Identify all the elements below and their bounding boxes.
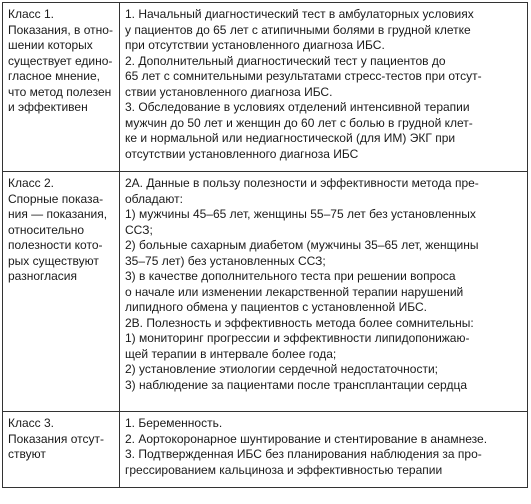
description-text-line: 2A. Данные в пользу полезности и эффективности метода пре- xyxy=(125,176,479,190)
description-text-line: 2) установление этиологии сердечной недостаточности; xyxy=(125,362,438,376)
description-text-line: о начале или изменении лекарственной терапии нарушений xyxy=(125,284,464,299)
class-text-line: полезности кото- xyxy=(8,238,103,252)
class-text-line: Показания отсут- xyxy=(8,431,104,446)
description-text-line: 2. Аортокоронарное шунтирование и стентирование в анамнезе. xyxy=(125,431,488,446)
description-text-line: 2B. Полезность и эффективность метода более сомнительны: xyxy=(125,315,474,330)
description-text-line: ССЗ; xyxy=(125,222,153,237)
description-text-line: ке и нормальной или недиагностической (для ИМ) ЭКГ при xyxy=(125,131,456,145)
description-text-line: отсутствии установленного диагноза ИБС xyxy=(125,146,359,161)
class-text-line: Показания, в отно- xyxy=(8,22,113,37)
class-cell xyxy=(3,172,120,412)
class-text-line: Класс 3. xyxy=(8,416,55,430)
description-text-line: 3) наблюдение за пациентами после трансплантации сердца xyxy=(125,377,467,392)
description-cell xyxy=(120,172,528,412)
description-text-line: 1) мужчины 45–65 лет, женщины 55–75 лет без установленных xyxy=(125,207,476,221)
description-text-line: 1. Беременность. xyxy=(125,416,223,430)
table-row xyxy=(3,3,528,172)
description-cell xyxy=(120,412,528,488)
class-text-line: существует едино- xyxy=(8,53,113,68)
description-text-line: 2. Дополнительный диагностический тест у пациентов до xyxy=(125,53,446,68)
class-text-line: гласное мнение, xyxy=(8,69,100,83)
description-text-line: 3. Обследование в условиях отделений интенсивной терапии xyxy=(125,100,470,114)
class-text-line: разногласия xyxy=(8,269,78,283)
class-text-line: и эффективен xyxy=(8,100,88,114)
class-text-line: шении которых xyxy=(8,38,93,52)
description-text-line: щей терапии в интервале более года; xyxy=(125,346,337,361)
class-text-line: ствуют xyxy=(8,447,46,461)
class-text-line: ния — показания, xyxy=(8,207,108,221)
description-cell xyxy=(120,3,528,172)
description-text-line: грессированием кальциноза и эффективностью терапии xyxy=(125,462,443,477)
description-text-line: 3) в качестве дополнительного теста при решении вопроса xyxy=(125,269,456,283)
description-text-line: мужчин до 50 лет и женщин до 60 лет с болью в грудной клет- xyxy=(125,115,473,130)
description-text-line: у пациентов до 65 лет с атипичными болями в грудной клетке xyxy=(125,22,471,37)
table-row xyxy=(3,412,528,488)
indications-table xyxy=(2,2,528,488)
class-text-line: рых существуют xyxy=(8,253,99,268)
description-text-line: 1) мониторинг прогрессии и эффективности липидопонижаю- xyxy=(125,331,470,345)
class-text-line: Класс 2. xyxy=(8,176,55,190)
description-text-line: при отсутствии установленного диагноза ИБС. xyxy=(125,38,385,52)
class-text-line: Класс 1. xyxy=(8,7,55,21)
description-text-line: 2) больные сахарным диабетом (мужчины 35–65 лет, женщины xyxy=(125,238,479,252)
class-text-line: относительно xyxy=(8,222,85,237)
class-cell xyxy=(3,412,120,488)
description-text-line: липидного обмена у пациентов с установленной ИБС. xyxy=(125,300,427,314)
table-row xyxy=(3,172,528,412)
description-text-line: 35–75 лет) без установленных ССЗ; xyxy=(125,253,326,268)
description-text-line: ствии установленного диагноза ИБС. xyxy=(125,84,333,99)
description-text-line: 1. Начальный диагностический тест в амбулаторных условиях xyxy=(125,7,474,21)
description-text-line: 3. Подтвержденная ИБС без планирования наблюдения за про- xyxy=(125,447,482,461)
description-text-line: 65 лет с сомнительными результатами стресс-тестов при отсут- xyxy=(125,69,482,83)
class-cell xyxy=(3,3,120,172)
description-text-line: обладают: xyxy=(125,191,183,206)
class-text-line: Спорные показа- xyxy=(8,191,104,206)
class-text-line: что метод полезен xyxy=(8,84,112,99)
